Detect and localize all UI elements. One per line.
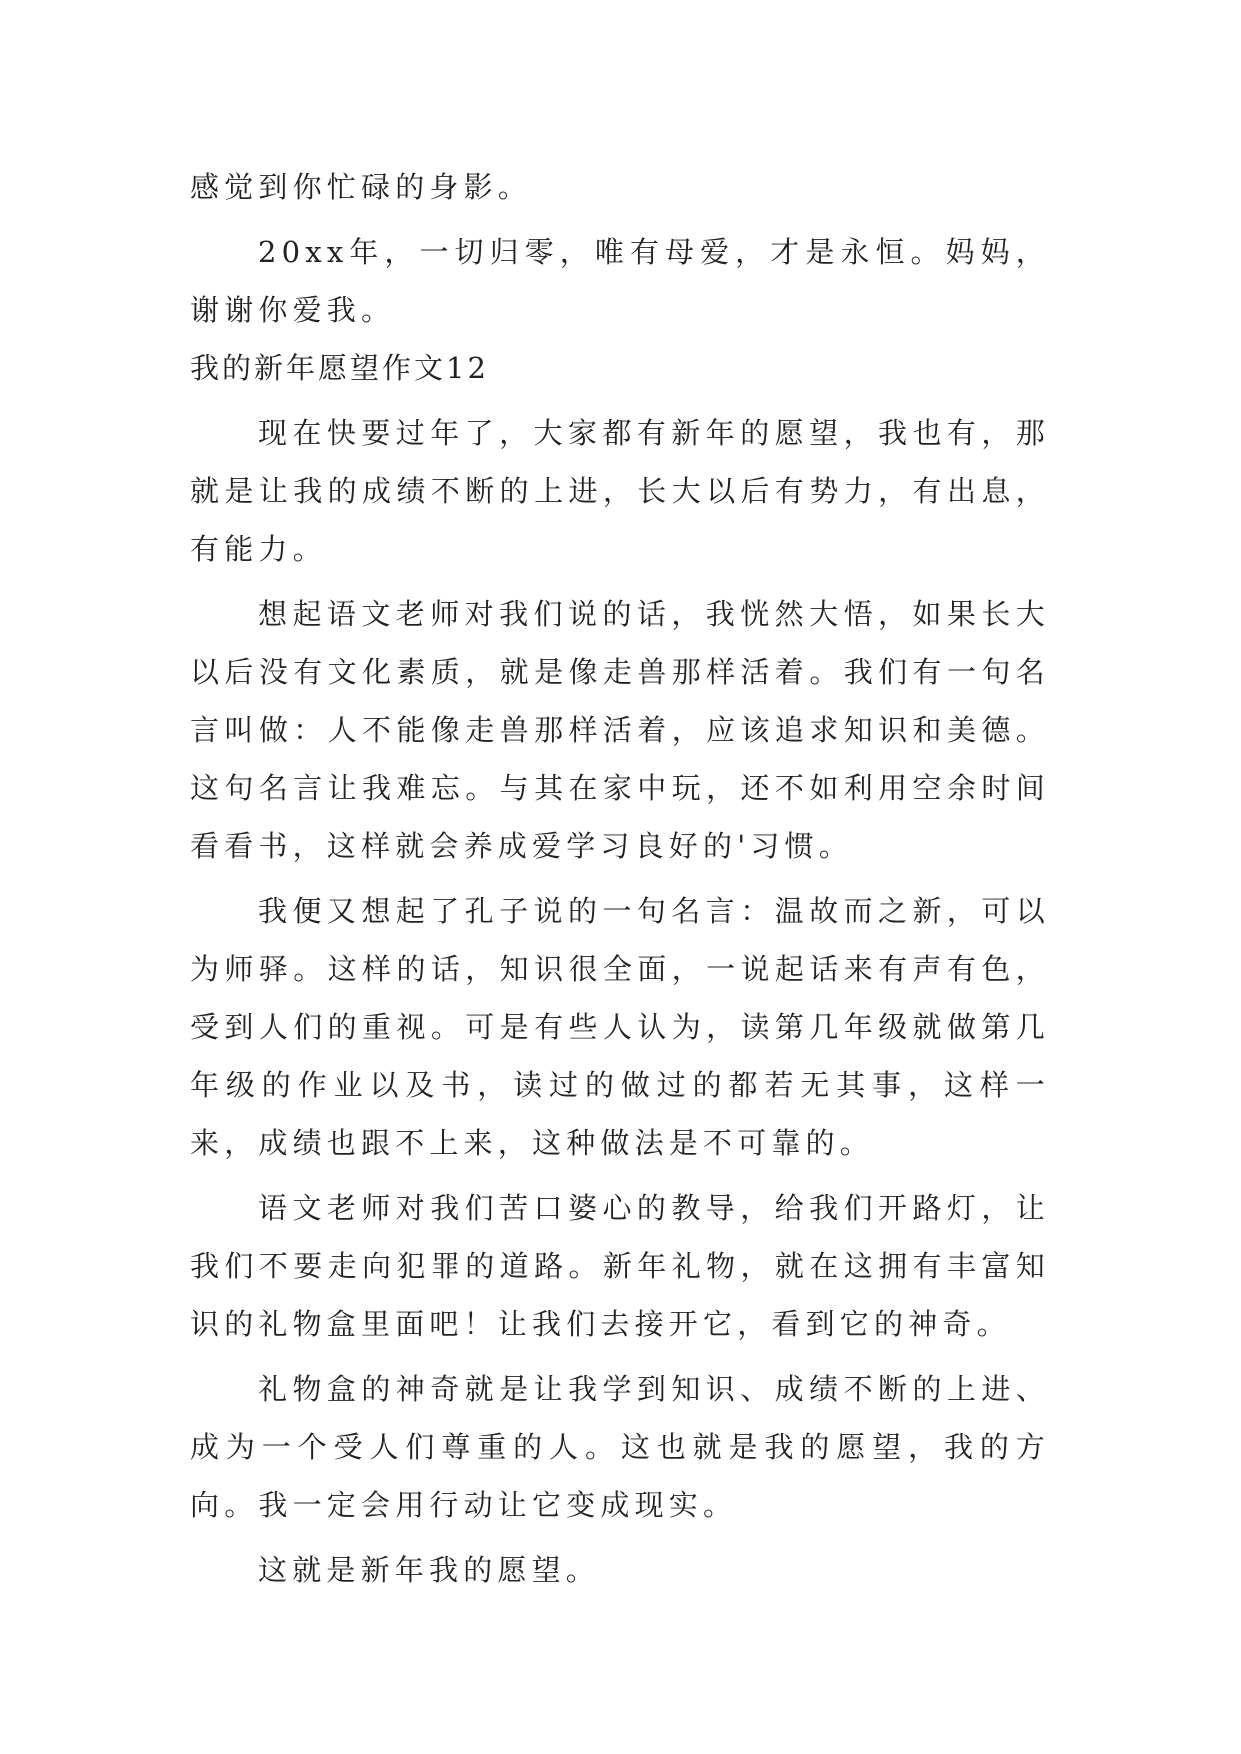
paragraph-gift-box: 礼物盒的神奇就是让我学到知识、成绩不断的上进、成为一个受人们尊重的人。这也就是我的愿望，我的方向。我一定会用行动让它变成现实。 bbox=[190, 1372, 1050, 1522]
paragraph-closing: 这就是新年我的愿望。 bbox=[258, 1553, 601, 1587]
paragraph-confucius-quote: 我便又想起了孔子说的一句名言：温故而之新，可以为师驿。这样的话，知识很全面，一说起话来有声有色，受到人们的重视。可是有些人认为，读第几年级就做第几年级的作业以及书，读过的做过的都若无其事，这样一来，成绩也跟不上来，这种做法是不可靠的。 bbox=[190, 894, 1050, 1160]
paragraph-teacher-words: 想起语文老师对我们说的话，我恍然大悟，如果长大以后没有文化素质，就是像走兽那样活着。我们有一句名言叫做：人不能像走兽那样活着，应该追求知识和美德。这句名言让我难忘。与其在家中玩，还不如利用空余时间看看书，这样就会养成爱学习良好的'习惯。 bbox=[190, 597, 1050, 863]
paragraph-teacher-guidance: 语文老师对我们苦口婆心的教导，给我们开路灯，让我们不要走向犯罪的道路。新年礼物，就在这拥有丰富知识的礼物盒里面吧！让我们去接开它，看到它的神奇。 bbox=[190, 1191, 1050, 1341]
paragraph-continuation: 感觉到你忙碌的身影。 bbox=[190, 170, 533, 204]
paragraph-mother-love: 20xx年，一切归零，唯有母爱，才是永恒。妈妈，谢谢你爱我。 bbox=[190, 235, 1050, 327]
document-body bbox=[190, 158, 1050, 1599]
essay-heading: 我的新年愿望作文12 bbox=[190, 351, 489, 385]
paragraph-new-year-wish: 现在快要过年了，大家都有新年的愿望，我也有，那就是让我的成绩不断的上进，长大以后有势力，有出息，有能力。 bbox=[190, 416, 1050, 566]
